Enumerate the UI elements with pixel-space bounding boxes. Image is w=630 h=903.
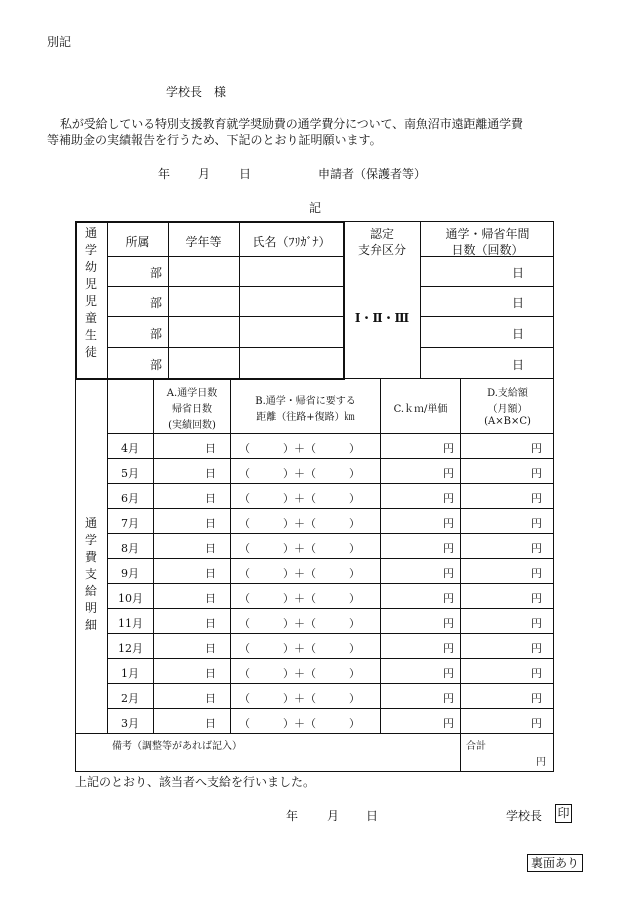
date-year: 年 [158, 167, 171, 181]
distance-field: （ ）＋（ ） [239, 617, 360, 630]
yen-unit: 円 [531, 642, 542, 655]
dept-unit: 部 [150, 358, 163, 372]
distance-field: （ ）＋（ ） [239, 442, 360, 455]
distance-field: （ ）＋（ ） [239, 642, 360, 655]
month-label: 7月 [121, 517, 139, 530]
col-d-line2: （月額） [487, 404, 528, 415]
footer-date-month: 月 [327, 809, 340, 823]
seal-mark: 印 [555, 804, 572, 823]
col-b-line2: 距離（往路+復路）㎞ [256, 412, 355, 423]
total-unit: 円 [536, 757, 546, 768]
yen-unit: 円 [531, 442, 542, 455]
col-c: C.ｋｍ/単価 [393, 404, 448, 415]
month-label: 1月 [121, 667, 139, 680]
days-unit: 日 [512, 296, 525, 310]
yen-unit: 円 [531, 567, 542, 580]
month-label: 6月 [121, 492, 139, 505]
yen-unit: 円 [531, 467, 542, 480]
distance-field: （ ）＋（ ） [239, 667, 360, 680]
yen-unit: 円 [443, 567, 454, 580]
day-unit: 日 [205, 467, 216, 480]
statement-line-1: 私が受給している特別支援教育就学奨励費の通学費分について、南魚沼市遠距離通学費 [60, 117, 523, 131]
dept-unit: 部 [150, 327, 163, 341]
col-a-line2: 帰省日数 [172, 404, 212, 415]
day-unit: 日 [205, 667, 216, 680]
day-unit: 日 [205, 542, 216, 555]
footer-date-year: 年 [286, 809, 299, 823]
distance-field: （ ）＋（ ） [239, 467, 360, 480]
statement-line-2: 等補助金の実績報告を行うため、下記のとおり証明願います。 [47, 133, 382, 147]
yen-unit: 円 [531, 667, 542, 680]
day-unit: 日 [205, 592, 216, 605]
col-affiliation: 所属 [125, 235, 150, 249]
date-month: 月 [198, 167, 211, 181]
distance-field: （ ）＋（ ） [239, 492, 360, 505]
yen-unit: 円 [443, 667, 454, 680]
yen-unit: 円 [443, 592, 454, 605]
distance-field: （ ）＋（ ） [239, 567, 360, 580]
yen-unit: 円 [443, 542, 454, 555]
yen-unit: 円 [443, 517, 454, 530]
yen-unit: 円 [443, 642, 454, 655]
yen-unit: 円 [531, 617, 542, 630]
col-a-line1: A.通学日数 [166, 388, 218, 399]
day-unit: 日 [205, 517, 216, 530]
col-days-line1: 通学・帰省年間 [445, 227, 530, 241]
distance-field: （ ）＋（ ） [239, 542, 360, 555]
month-label: 2月 [121, 692, 139, 705]
col-cert-line1: 認定 [369, 227, 394, 241]
day-unit: 日 [205, 567, 216, 580]
day-unit: 日 [205, 717, 216, 730]
col-a-line3: (実績回数) [168, 420, 216, 431]
month-label: 9月 [121, 567, 139, 580]
ki-label: 記 [309, 201, 322, 215]
footer-statement: 上記のとおり、該当者へ支給を行いました。 [75, 775, 316, 789]
payment-side-label: 通 学 費 支 給 明 細 [84, 516, 97, 632]
day-unit: 日 [205, 617, 216, 630]
yen-unit: 円 [443, 492, 454, 505]
yen-unit: 円 [443, 692, 454, 705]
month-label: 8月 [121, 542, 139, 555]
distance-field: （ ）＋（ ） [239, 692, 360, 705]
yen-unit: 円 [443, 467, 454, 480]
distance-field: （ ）＋（ ） [239, 717, 360, 730]
yen-unit: 円 [531, 542, 542, 555]
month-label: 4月 [121, 442, 139, 455]
day-unit: 日 [205, 442, 216, 455]
remarks-label: 備考（調整等があれば記入） [112, 741, 242, 752]
date-day: 日 [239, 167, 252, 181]
addressee: 学校長 様 [166, 85, 227, 99]
category-options: Ⅰ・Ⅱ・Ⅲ [354, 311, 410, 325]
distance-field: （ ）＋（ ） [239, 517, 360, 530]
month-label: 5月 [121, 467, 139, 480]
dept-unit: 部 [150, 266, 163, 280]
yen-unit: 円 [531, 592, 542, 605]
col-d-line1: D.支給額 [487, 388, 528, 399]
col-b-line1: B.通学・帰省に要する [255, 396, 356, 407]
month-label: 11月 [118, 617, 143, 630]
col-name: 氏名（ﾌﾘｶﾞﾅ） [252, 235, 331, 249]
yen-unit: 円 [531, 717, 542, 730]
yen-unit: 円 [531, 517, 542, 530]
days-unit: 日 [512, 358, 525, 372]
day-unit: 日 [205, 492, 216, 505]
yen-unit: 円 [531, 692, 542, 705]
day-unit: 日 [205, 692, 216, 705]
days-unit: 日 [512, 327, 525, 341]
yen-unit: 円 [443, 617, 454, 630]
col-days-line2: 日数（回数） [451, 243, 524, 257]
col-d-line3: (A×B×C) [484, 416, 531, 427]
month-label: 12月 [118, 642, 143, 655]
total-label: 合計 [466, 741, 486, 752]
days-unit: 日 [512, 266, 525, 280]
yen-unit: 円 [443, 442, 454, 455]
student-side-label: 通 学 幼 児 児 童 生 徒 [84, 226, 97, 359]
yen-unit: 円 [443, 717, 454, 730]
yen-unit: 円 [531, 492, 542, 505]
distance-field: （ ）＋（ ） [239, 592, 360, 605]
day-unit: 日 [205, 642, 216, 655]
attachment-label: 別記 [47, 35, 72, 49]
month-label: 3月 [121, 717, 139, 730]
reverse-note: 裏面あり [527, 854, 583, 872]
principal-label: 学校長 [506, 809, 543, 823]
applicant-label: 申請者（保護者等） [318, 167, 427, 181]
col-grade: 学年等 [185, 235, 222, 249]
dept-unit: 部 [150, 296, 163, 310]
footer-date-day: 日 [366, 809, 379, 823]
month-label: 10月 [118, 592, 143, 605]
col-cert-line2: 支弁区分 [357, 243, 406, 257]
